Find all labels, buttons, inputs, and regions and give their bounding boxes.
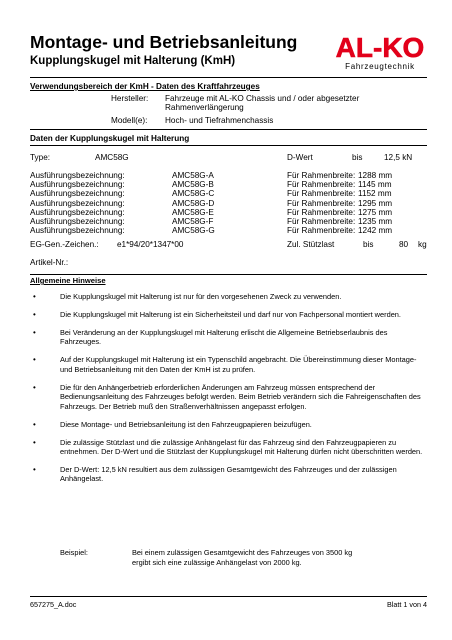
frame-width-value: 1152 mm bbox=[358, 189, 392, 199]
article-label: Artikel-Nr.: bbox=[30, 258, 69, 267]
note-text: Auf der Kupplungskugel mit Halterung ist ein Typenschild angebracht. Die Übereinstimmung dieser Montage- und Betriebsanleitung mit den Daten der KmH ist zu prüfen. bbox=[60, 355, 417, 374]
execution-code: AMC58G-G bbox=[172, 226, 215, 236]
execution-label: Ausführungsbezeichnung: bbox=[30, 198, 125, 208]
page-title: Montage- und Betriebsanleitung bbox=[30, 32, 298, 52]
alko-logo-wordmark: AL-KO bbox=[335, 32, 425, 62]
coupling-bottom-divider bbox=[30, 274, 427, 275]
frame-width-label: Für Rahmenbreite: bbox=[287, 180, 356, 190]
frame-width-label: Für Rahmenbreite: bbox=[287, 171, 356, 180]
type-value: AMC58G bbox=[95, 153, 129, 162]
note-item bbox=[30, 438, 430, 457]
note-text: Die Kupplungskugel mit Halterung ist nur für den vorgesehenen Zweck zu verwenden. bbox=[60, 292, 342, 301]
example-line2: ergibt sich eine zulässige Anhängelast von 2000 kg. bbox=[132, 558, 302, 567]
load-bis: bis bbox=[363, 240, 374, 249]
bullet-icon: • bbox=[33, 382, 36, 392]
execution-row bbox=[30, 226, 440, 235]
coupling-divider bbox=[30, 145, 427, 146]
frame-width-value: 1288 mm bbox=[358, 171, 393, 180]
execution-row bbox=[30, 217, 440, 226]
note-text: Der D-Wert: 12,5 kN resultiert aus dem zulässigen Gesamtgewicht des Fahrzeuges und der zulässigen Anhängelast. bbox=[60, 465, 397, 484]
execution-code: AMC58G-C bbox=[172, 189, 215, 199]
note-item bbox=[30, 310, 430, 319]
execution-label: Ausführungsbezeichnung: bbox=[30, 180, 125, 190]
footer-doc: 657275_A.doc bbox=[30, 600, 77, 609]
alko-logo-mark bbox=[334, 32, 426, 62]
header-divider bbox=[30, 77, 427, 78]
frame-width-label: Für Rahmenbreite: bbox=[287, 226, 356, 236]
alko-logo-tagline: Fahrzeugtechnik bbox=[345, 62, 415, 71]
execution-row bbox=[30, 189, 440, 198]
manufacturer-value-line2: Rahmenverlängerung bbox=[165, 103, 244, 112]
note-item bbox=[30, 383, 430, 411]
example-label: Beispiel: bbox=[60, 548, 88, 557]
bullet-icon: • bbox=[33, 310, 36, 319]
execution-code: AMC58G-B bbox=[172, 180, 214, 190]
footer-divider bbox=[30, 596, 427, 597]
bullet-icon: • bbox=[33, 328, 36, 337]
page-subtitle: Kupplungskugel mit Halterung (KmH) bbox=[30, 55, 236, 67]
dvalue-value: 12,5 kN bbox=[384, 153, 413, 162]
note-item bbox=[30, 420, 430, 429]
frame-width-value: 1235 mm bbox=[358, 217, 393, 226]
note-item bbox=[30, 328, 430, 347]
execution-code: AMC58G-F bbox=[172, 217, 214, 226]
footer-page: Blatt 1 von 4 bbox=[387, 600, 427, 609]
note-text: Die zulässige Stützlast und die zulässige Anhängelast für das Fahrzeug sind den Fahrzeugpapieren zu entnehmen. Der D-Wert und die Stützlast der Kupplungskugel mit Halterung dürfen nicht überschritten werden. bbox=[60, 437, 423, 457]
type-label: Type: bbox=[30, 153, 51, 162]
execution-label: Ausführungsbezeichnung: bbox=[30, 171, 125, 180]
frame-width-value: 1275 mm bbox=[358, 207, 393, 217]
manufacturer-label: Hersteller: bbox=[111, 94, 149, 103]
coupling-heading: Daten der Kupplungskugel mit Halterung bbox=[30, 134, 190, 143]
frame-width-label: Für Rahmenbreite: bbox=[287, 189, 356, 199]
note-item bbox=[30, 465, 430, 484]
note-item bbox=[30, 292, 430, 301]
eg-label: EG-Gen.-Zeichen.: bbox=[30, 240, 99, 249]
usage-heading: Verwendungsbereich der KmH - Daten des Kraftfahrzeuges bbox=[30, 82, 260, 91]
bullet-icon: • bbox=[33, 437, 36, 447]
execution-label: Ausführungsbezeichnung: bbox=[30, 189, 125, 199]
frame-width-label: Für Rahmenbreite: bbox=[287, 198, 356, 208]
dvalue-bis: bis bbox=[352, 153, 363, 162]
models-label: Modell(e): bbox=[111, 116, 148, 125]
execution-code: AMC58G-D bbox=[172, 198, 215, 208]
frame-width-value: 1295 mm bbox=[358, 198, 393, 208]
load-label: Zul. Stützlast bbox=[287, 240, 335, 249]
notes-heading: Allgemeine Hinweise bbox=[30, 276, 106, 285]
execution-label: Ausführungsbezeichnung: bbox=[30, 226, 125, 236]
note-text: Die für den Anhängerbetrieb erforderlichen Änderungen am Fahrzeug müssen entsprechend der Bedienungsanleitung des Fahrzeuges befolgt werden. Beim Betrieb verändern sich die Fahreigenschaften des Fahrzeugs. Der Betrieb muß den Straßenverhältnissen angepasst erfolgen. bbox=[60, 382, 421, 411]
execution-label: Ausführungsbezeichnung: bbox=[30, 217, 125, 226]
example-line1: Bei einem zulässigen Gesamtgewicht des Fahrzeuges von 3500 kg bbox=[132, 548, 353, 557]
execution-row bbox=[30, 171, 440, 180]
execution-row bbox=[30, 208, 440, 217]
frame-width-label: Für Rahmenbreite: bbox=[287, 207, 356, 217]
frame-width-value: 1145 mm bbox=[358, 180, 392, 190]
execution-label: Ausführungsbezeichnung: bbox=[30, 207, 125, 217]
bullet-icon: • bbox=[33, 292, 36, 301]
frame-width-label: Für Rahmenbreite: bbox=[287, 217, 356, 226]
load-unit: kg bbox=[418, 240, 427, 249]
execution-code: AMC58G-E bbox=[172, 207, 214, 217]
note-text: Bei Veränderung an der Kupplungskugel mit Halterung erlischt die Allgemeine Betriebserlaubnis des Fahrzeuges. bbox=[60, 328, 388, 347]
execution-code: AMC58G-A bbox=[172, 171, 214, 180]
execution-row bbox=[30, 199, 440, 208]
note-text: Die Kupplungskugel mit Halterung ist ein Sicherheitsteil und darf nur von Fachpersonal montiert werden. bbox=[60, 310, 401, 319]
load-value: 80 bbox=[399, 240, 409, 249]
bullet-icon: • bbox=[33, 465, 36, 475]
frame-width-value: 1242 mm bbox=[358, 226, 393, 236]
alko-logo bbox=[334, 32, 426, 72]
bullet-icon: • bbox=[33, 419, 36, 429]
notes-list bbox=[30, 292, 430, 492]
bullet-icon: • bbox=[33, 355, 36, 365]
execution-row bbox=[30, 180, 440, 189]
usage-divider bbox=[30, 129, 427, 130]
manufacturer-value-line1: Fahrzeuge mit AL-KO Chassis und / oder abgesetzter bbox=[165, 94, 360, 103]
note-text: Diese Montage- und Betriebsanleitung ist den Fahrzeugpapieren beizufügen. bbox=[60, 419, 312, 429]
dvalue-label: D-Wert bbox=[287, 153, 313, 162]
note-item bbox=[30, 355, 430, 374]
models-value: Hoch- und Tiefrahmenchassis bbox=[165, 116, 274, 125]
eg-value: e1*94/20*1347*00 bbox=[117, 240, 184, 249]
